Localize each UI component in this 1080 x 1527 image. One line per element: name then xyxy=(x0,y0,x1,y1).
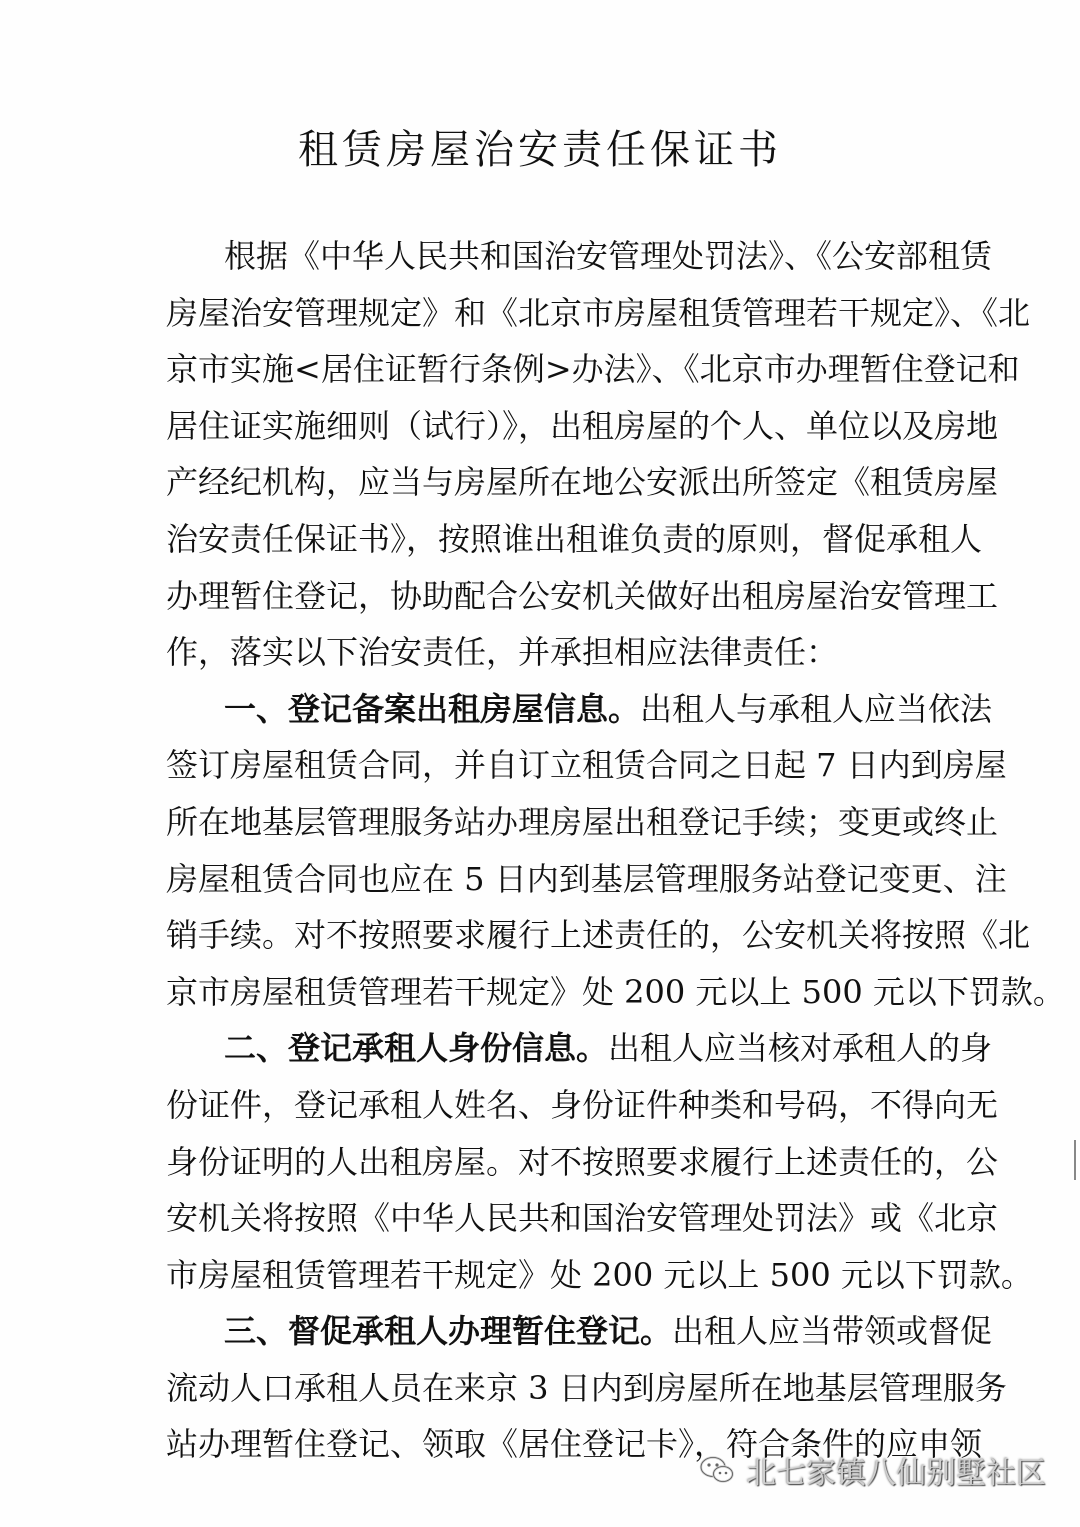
text-line xyxy=(166,1247,1033,1304)
line-text: 销手续。对不按照要求履行上述责任的，公安机关将按照《北 xyxy=(166,916,1031,955)
line-text: 治安责任保证书》，按照谁出租谁负责的原则，督促承租人 xyxy=(166,519,983,558)
text-line xyxy=(166,1303,993,1360)
line-text: 流动人口承租人员在来京 3 日内到房屋所在地基层管理服务 xyxy=(166,1368,1007,1407)
line-text: 作，落实以下治安责任，并承担相应法律责任： xyxy=(166,633,839,672)
line-text: 办理暂住登记，协助配合公安机关做好出租房屋治安管理工 xyxy=(166,576,999,615)
line-text: 出租人应当带领或督促 xyxy=(672,1312,993,1351)
document-body xyxy=(166,228,1065,1473)
text-line xyxy=(166,568,999,625)
wechat-icon xyxy=(700,1456,734,1484)
section-heading: 三、督促承租人办理暂住登记。 xyxy=(224,1312,673,1351)
line-text: 房屋治安管理规定》和《北京市房屋租赁管理若干规定》、《北 xyxy=(166,293,1031,332)
watermark-text: 北七家镇八仙别墅社区 xyxy=(746,1456,1046,1491)
text-line xyxy=(166,1360,1007,1417)
text-line xyxy=(166,681,993,738)
text-line xyxy=(166,398,999,455)
watermark xyxy=(700,1450,1046,1490)
text-line xyxy=(166,851,1007,908)
document-title: 租赁房屋治安责任保证书 xyxy=(298,127,782,173)
line-text: 房屋租赁合同也应在 5 日内到基层管理服务站登记变更、注 xyxy=(166,859,1007,898)
text-line xyxy=(166,1077,999,1134)
text-line xyxy=(166,285,1031,342)
line-text: 京市房屋租赁管理若干规定》处 200 元以上 500 元以下罚款。 xyxy=(166,972,1065,1011)
text-line xyxy=(166,737,1007,794)
text-line xyxy=(166,228,993,285)
line-text: 出租人应当核对承租人的身 xyxy=(608,1029,993,1068)
text-line xyxy=(166,341,1020,398)
text-line xyxy=(166,964,1065,1021)
text-line xyxy=(166,454,999,511)
line-text: 居住证实施细则（试行）》，出租房屋的个人、单位以及房地 xyxy=(166,406,999,445)
section-heading: 二、登记承租人身份信息。 xyxy=(224,1029,609,1068)
line-text: 市房屋租赁管理若干规定》处 200 元以上 500 元以下罚款。 xyxy=(166,1255,1033,1294)
line-text: 站办理暂住登记、领取《居住登记卡》，符合条件的应申领 xyxy=(166,1425,983,1464)
line-text: 份证件，登记承租人姓名、身份证件种类和号码，不得向无 xyxy=(166,1085,999,1124)
line-text: 安机关将按照《中华人民共和国治安管理处罚法》或《北京 xyxy=(166,1199,999,1238)
line-text: 签订房屋租赁合同，并自订立租赁合同之日起 7 日内到房屋 xyxy=(166,746,1007,785)
text-line xyxy=(166,1190,999,1247)
text-line xyxy=(166,1134,999,1191)
text-line xyxy=(166,624,926,681)
line-text: 京市实施<居住证暂行条例>办法》、《北京市办理暂住登记和 xyxy=(166,350,1020,389)
text-line xyxy=(166,907,1031,964)
section-heading: 一、登记备案出租房屋信息。 xyxy=(224,689,641,728)
line-text: 身份证明的人出租房屋。对不按照要求履行上述责任的，公 xyxy=(166,1142,999,1181)
text-line xyxy=(166,511,983,568)
text-line xyxy=(166,1020,993,1077)
line-text: 所在地基层管理服务站办理房屋出租登记手续；变更或终止 xyxy=(166,802,999,841)
line-text: 产经纪机构，应当与房屋所在地公安派出所签定《租赁房屋 xyxy=(166,463,999,502)
text-line xyxy=(166,794,999,851)
scan-edge-mark xyxy=(1074,1140,1076,1180)
line-text: 出租人与承租人应当依法 xyxy=(640,689,993,728)
line-text: 根据《中华人民共和国治安管理处罚法》、《公安部租赁 xyxy=(224,237,993,275)
